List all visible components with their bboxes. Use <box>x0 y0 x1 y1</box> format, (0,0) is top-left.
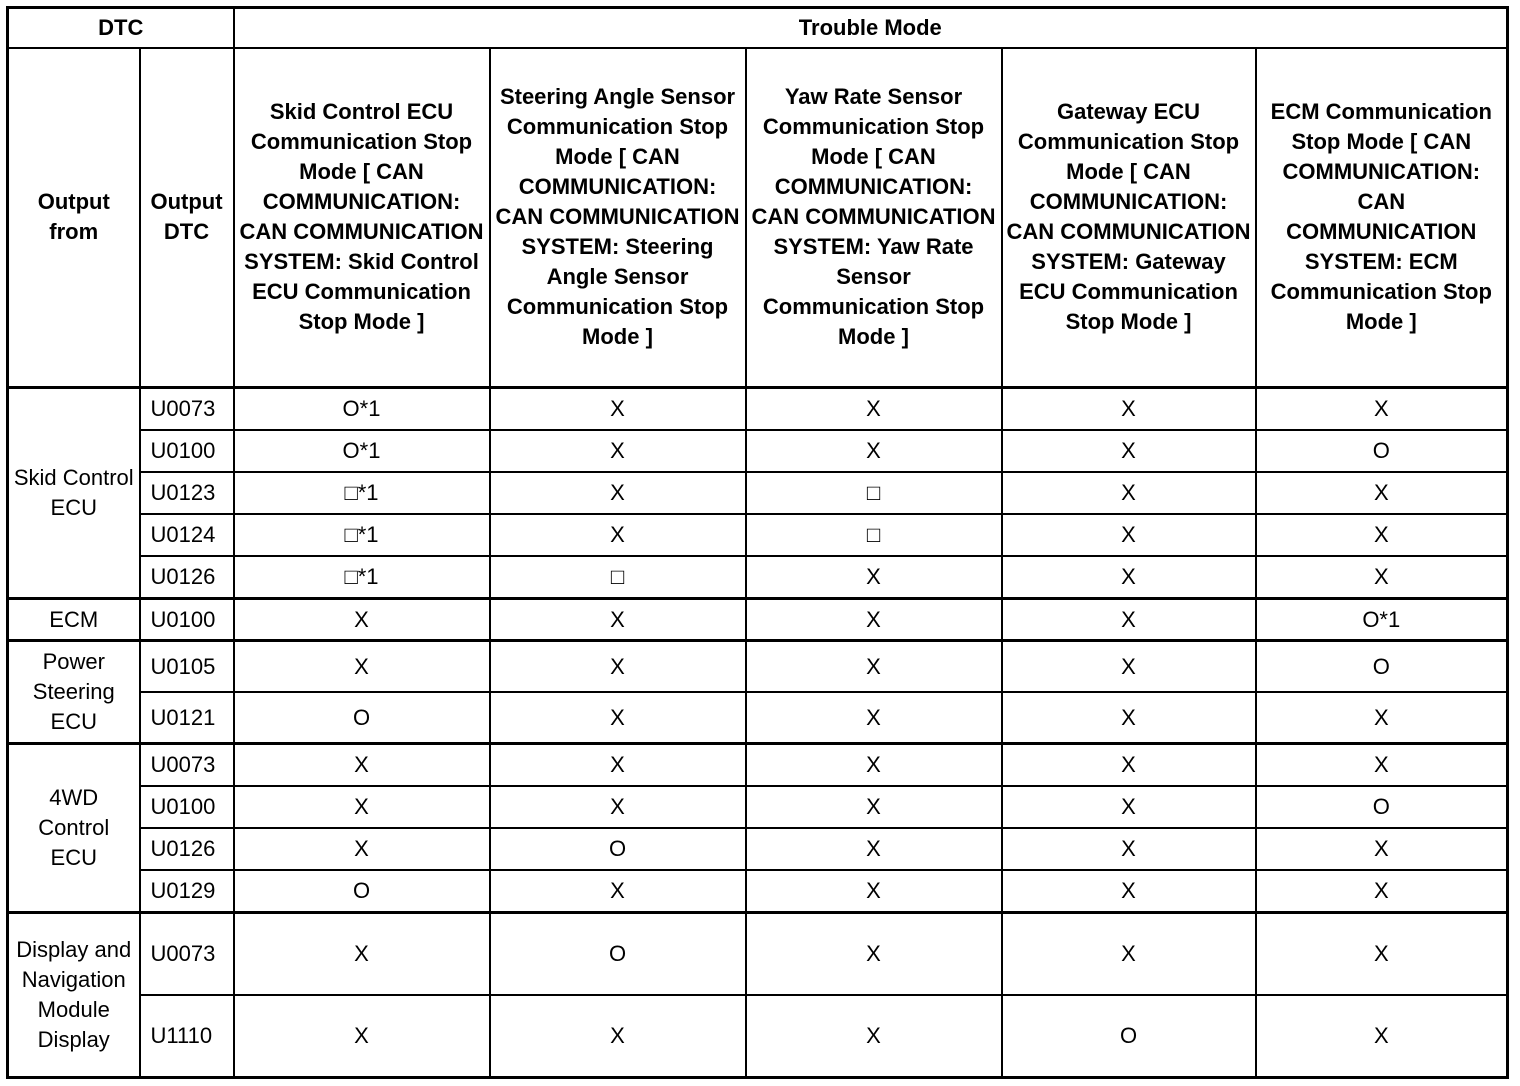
mode-cell: X <box>490 692 746 743</box>
mode-header-steering-angle-sensor: Steering Angle Sensor Communication Stop Mode [ CAN COMMUNICATION: CAN COMMUNICATION SYSTEM: Steering Angle Sensor Communication Stop Mode ] <box>490 48 746 388</box>
mode-cell: X <box>746 388 1002 430</box>
output-dtc-header: Output DTC <box>140 48 234 388</box>
mode-header-skid-control-ecu: Skid Control ECU Communication Stop Mode [ CAN COMMUNICATION: CAN COMMUNICATION SYSTEM: Skid Control ECU Communication Stop Mode ] <box>234 48 490 388</box>
mode-cell: X <box>1002 828 1256 870</box>
mode-cell: X <box>490 870 746 912</box>
mode-cell: X <box>1002 641 1256 692</box>
mode-cell: X <box>490 472 746 514</box>
mode-cell: X <box>746 556 1002 598</box>
mode-cell: X <box>1002 870 1256 912</box>
dtc-code-cell: U0073 <box>140 388 234 430</box>
mode-cell: X <box>490 995 746 1077</box>
mode-cell: □*1 <box>234 514 490 556</box>
mode-cell: X <box>746 913 1002 995</box>
mode-header-gateway-ecu: Gateway ECU Communication Stop Mode [ CAN COMMUNICATION: CAN COMMUNICATION SYSTEM: Gateway ECU Communication Stop Mode ] <box>1002 48 1256 388</box>
mode-cell: X <box>234 786 490 828</box>
mode-cell: X <box>490 599 746 641</box>
mode-cell: O*1 <box>234 430 490 472</box>
mode-cell: X <box>234 913 490 995</box>
mode-cell: X <box>490 744 746 786</box>
dtc-code-cell: U0123 <box>140 472 234 514</box>
mode-cell: X <box>1256 556 1508 598</box>
mode-cell: X <box>1256 388 1508 430</box>
mode-cell: O*1 <box>234 388 490 430</box>
mode-cell: X <box>746 870 1002 912</box>
dtc-code-cell: U0100 <box>140 430 234 472</box>
dtc-code-cell: U0126 <box>140 556 234 598</box>
mode-cell: X <box>490 388 746 430</box>
mode-cell: X <box>1256 995 1508 1077</box>
mode-cell: O <box>234 692 490 743</box>
output-from-cell: ECM <box>8 599 140 641</box>
dtc-trouble-mode-table <box>6 6 1509 1079</box>
mode-cell: X <box>1002 786 1256 828</box>
mode-cell: □ <box>746 514 1002 556</box>
dtc-header: DTC <box>8 8 234 48</box>
output-from-cell: Display and Navigation Module Display <box>8 913 140 1078</box>
mode-cell: X <box>1002 556 1256 598</box>
mode-cell: O <box>490 828 746 870</box>
mode-cell: X <box>234 995 490 1077</box>
mode-cell: X <box>490 786 746 828</box>
trouble-mode-header: Trouble Mode <box>234 8 1508 48</box>
mode-cell: X <box>1002 744 1256 786</box>
output-from-cell: Skid Control ECU <box>8 388 140 599</box>
mode-cell: X <box>1256 828 1508 870</box>
dtc-code-cell: U0100 <box>140 786 234 828</box>
mode-cell: X <box>1002 430 1256 472</box>
mode-cell: X <box>1256 870 1508 912</box>
dtc-code-cell: U0073 <box>140 913 234 995</box>
output-from-header: Output from <box>8 48 140 388</box>
mode-cell: X <box>234 641 490 692</box>
mode-cell: X <box>746 744 1002 786</box>
mode-cell: O <box>234 870 490 912</box>
mode-cell: X <box>1002 388 1256 430</box>
mode-cell: X <box>490 430 746 472</box>
mode-cell: X <box>746 692 1002 743</box>
mode-cell: X <box>1256 913 1508 995</box>
dtc-code-cell: U0121 <box>140 692 234 743</box>
output-from-cell: 4WD Control ECU <box>8 744 140 913</box>
dtc-code-cell: U0126 <box>140 828 234 870</box>
mode-cell: X <box>490 514 746 556</box>
mode-header-ecm: ECM Communication Stop Mode [ CAN COMMUNICATION: CAN COMMUNICATION SYSTEM: ECM Communication Stop Mode ] <box>1256 48 1508 388</box>
mode-cell: X <box>1256 744 1508 786</box>
mode-cell: X <box>234 744 490 786</box>
output-from-cell: Power Steering ECU <box>8 641 140 744</box>
mode-cell: X <box>746 430 1002 472</box>
mode-cell: X <box>1256 692 1508 743</box>
dtc-code-cell: U0105 <box>140 641 234 692</box>
dtc-code-cell: U0124 <box>140 514 234 556</box>
mode-header-yaw-rate-sensor: Yaw Rate Sensor Communication Stop Mode [ CAN COMMUNICATION: CAN COMMUNICATION SYSTEM: Yaw Rate Sensor Communication Stop Mode ] <box>746 48 1002 388</box>
mode-cell: □ <box>490 556 746 598</box>
dtc-code-cell: U0100 <box>140 599 234 641</box>
mode-cell: X <box>746 599 1002 641</box>
dtc-code-cell: U0073 <box>140 744 234 786</box>
mode-cell: X <box>234 599 490 641</box>
mode-cell: O <box>1256 641 1508 692</box>
mode-cell: O*1 <box>1256 599 1508 641</box>
mode-cell: O <box>1002 995 1256 1077</box>
mode-cell: X <box>746 786 1002 828</box>
mode-cell: □*1 <box>234 556 490 598</box>
mode-cell: X <box>1002 472 1256 514</box>
mode-cell: □*1 <box>234 472 490 514</box>
mode-cell: O <box>1256 430 1508 472</box>
mode-cell: X <box>746 828 1002 870</box>
mode-cell: X <box>1256 472 1508 514</box>
mode-cell: X <box>1002 913 1256 995</box>
mode-cell: X <box>234 828 490 870</box>
mode-cell: X <box>1002 514 1256 556</box>
mode-cell: X <box>746 995 1002 1077</box>
mode-cell: X <box>1256 514 1508 556</box>
mode-cell: O <box>490 913 746 995</box>
mode-cell: X <box>1002 599 1256 641</box>
mode-cell: □ <box>746 472 1002 514</box>
mode-cell: X <box>1002 692 1256 743</box>
dtc-code-cell: U0129 <box>140 870 234 912</box>
mode-cell: X <box>746 641 1002 692</box>
dtc-code-cell: U1110 <box>140 995 234 1077</box>
mode-cell: O <box>1256 786 1508 828</box>
mode-cell: X <box>490 641 746 692</box>
table-body <box>8 388 1508 1078</box>
